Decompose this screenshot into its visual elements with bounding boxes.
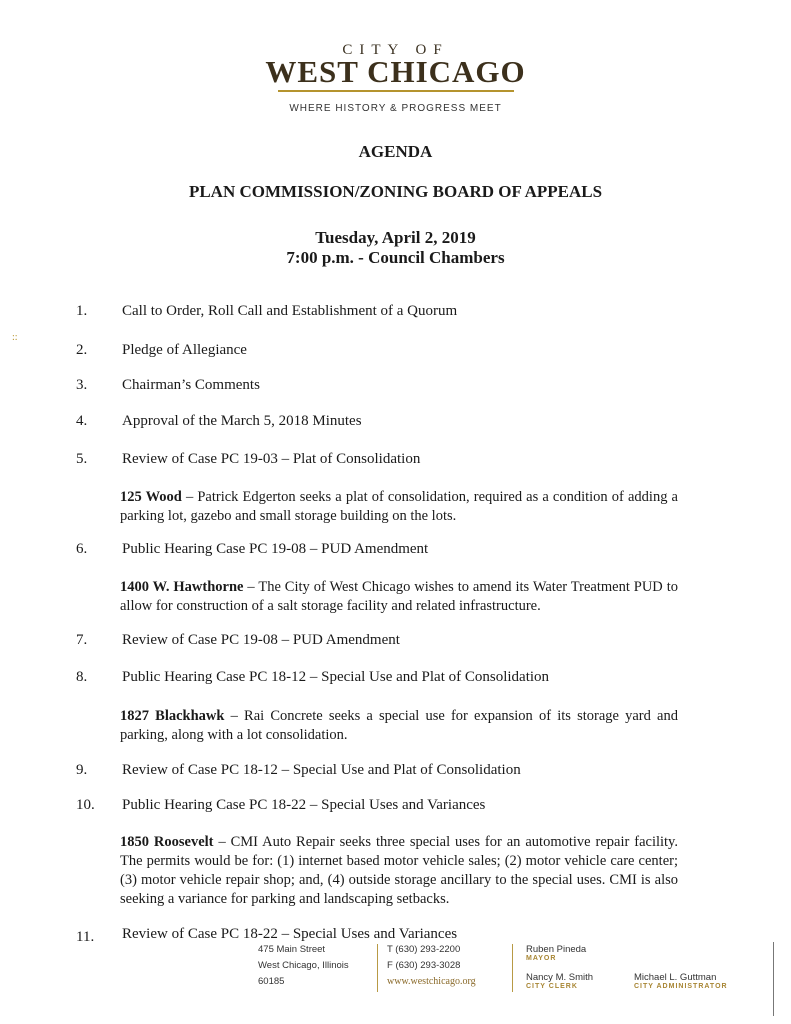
desc-address: 1827 Blackhawk [120, 708, 225, 724]
agenda-item: Review of Case PC 19-08 – PUD Amendment [122, 632, 400, 648]
desc-address: 125 Wood [120, 489, 182, 505]
desc-address: 1400 W. Hawthorne [120, 579, 244, 595]
item-number: 7. [76, 632, 88, 648]
footer-administrator [634, 972, 728, 990]
clerk-role: CITY CLERK [526, 983, 578, 990]
administrator-name: Michael L. Guttman [634, 972, 717, 983]
desc-text: – The City of West Chicago wishes to amend its Water Treatment PUD to allow for construction of a salt storage facility and related infrastructure. [120, 579, 678, 614]
clerk-name: Nancy M. Smith [526, 972, 594, 983]
meeting-date: Tuesday, April 2, 2019 [315, 228, 476, 247]
phone: T (630) 293-2200 [387, 944, 461, 955]
agenda-item: Call to Order, Roll Call and Establishment of a Quorum [122, 303, 458, 319]
item-number: 5. [76, 451, 88, 467]
desc-text: – Rai Concrete seeks a special use for expansion of its storage yard and parking, along with a lot consolidation. [120, 708, 678, 743]
footer-address [258, 942, 349, 990]
agenda-item: Public Hearing Case PC 18-12 – Special Use and Plat of Consolidation [122, 669, 550, 685]
agenda-title: AGENDA [358, 142, 433, 161]
logo-city-name: WEST CHICAGO [265, 54, 526, 89]
address-street: 475 Main Street [258, 944, 326, 955]
address-city: West Chicago, Illinois [258, 960, 349, 971]
agenda-item: Review of Case PC 19-03 – Plat of Consolidation [122, 451, 421, 467]
fax: F (630) 293-3028 [387, 960, 461, 971]
item-number: 4. [76, 413, 88, 429]
footer-mayor [526, 944, 586, 962]
desc-address: 1850 Roosevelt [120, 834, 214, 850]
meeting-time-place: 7:00 p.m. - Council Chambers [286, 248, 505, 267]
item-number: 1. [76, 303, 88, 319]
agenda-item: Public Hearing Case PC 18-22 – Special Uses and Variances [122, 797, 486, 813]
agenda-item: Approval of the March 5, 2018 Minutes [122, 413, 362, 429]
item-number: 6. [76, 541, 88, 557]
administrator-role: CITY ADMINISTRATOR [634, 983, 728, 990]
agenda-item: Public Hearing Case PC 19-08 – PUD Amendment [122, 541, 429, 557]
mayor-role: MAYOR [526, 955, 557, 962]
desc-text: – Patrick Edgerton seeks a plat of consolidation, required as a condition of adding a parking lot, gazebo and small storage building on the lots. [120, 489, 678, 524]
item-number: 8. [76, 669, 88, 685]
agenda-item: Chairman’s Comments [122, 377, 260, 393]
item-description [120, 578, 678, 616]
logo-underline [278, 90, 514, 92]
website-link[interactable]: www.westchicago.org [387, 976, 476, 987]
item-description [120, 707, 678, 745]
footer-divider [512, 944, 513, 992]
tagline: WHERE HISTORY & PROGRESS MEET [289, 103, 502, 114]
item-number: 10. [76, 797, 95, 813]
footer-divider [377, 944, 378, 992]
logo-city-of: CITY OF [342, 42, 449, 58]
desc-text: – CMI Auto Repair seeks three special uses for an automotive repair facility. The permits would be for: (1) internet based motor vehicle sales; (2) motor vehicle care center; (3) motor vehicle repair shop; and, (4) outside storage ancillary to the special uses. CMI is also seeking a variance for parking and landscaping setbacks. [120, 834, 678, 907]
agenda-item: Pledge of Allegiance [122, 342, 247, 358]
item-description [120, 833, 678, 909]
item-description [120, 488, 678, 526]
item-number: 9. [76, 762, 88, 778]
item-number: 11. [76, 929, 95, 945]
footer-clerk [526, 972, 593, 990]
item-number: 3. [76, 377, 88, 393]
margin-mark: :: [12, 332, 18, 343]
footer-contact [387, 942, 476, 990]
address-zip: 60185 [258, 976, 285, 987]
mayor-name: Ruben Pineda [526, 944, 587, 955]
scan-edge-line [773, 942, 774, 1016]
agenda-item: Review of Case PC 18-12 – Special Use and Plat of Consolidation [122, 762, 521, 778]
agenda-item: Review of Case PC 18-22 – Special Uses and Variances [122, 926, 458, 942]
board-name: PLAN COMMISSION/ZONING BOARD OF APPEALS [188, 182, 603, 201]
item-number: 2. [76, 342, 88, 358]
